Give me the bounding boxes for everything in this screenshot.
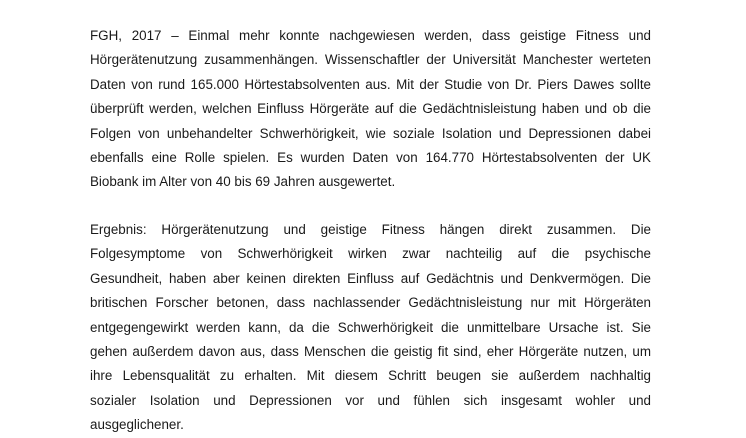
text-line: ihre Lebensqualität zu erhalten. Mit diesem Schritt beugen sie außerdem nachhaltig: [90, 368, 651, 384]
text-line: ausgeglichener.: [90, 417, 184, 433]
text-line: Gesundheit, haben aber keinen direkten Einfluss auf Gedächtnis und Denkvermögen. Die: [90, 270, 651, 286]
text-line: Ergebnis: Hörgerätenutzung und geistige Fitness hängen direkt zusammen. Die: [90, 222, 651, 237]
text-line: Folgesymptome von Schwerhörigkeit wirken zwar nachteilig auf die psychische: [90, 246, 651, 262]
text-line: Daten von rund 165.000 Hörtestabsolventen aus. Mit der Studie von Dr. Piers Dawes sollte: [90, 76, 651, 92]
text-line: überprüft werden, welchen Einfluss Hörgeräte auf die Gedächtnisleistung haben und ob die: [90, 101, 651, 117]
text-line: entgegengewirkt werden kann, da die Schwerhörigkeit die unmittelbare Ursache ist. Sie: [90, 319, 651, 335]
paragraph-results: [90, 218, 651, 438]
text-line: gehen außerdem davon aus, dass Menschen die geistig fit sind, eher Hörgeräte nutzen, um: [90, 344, 651, 360]
text-line: Folgen von unbehandelter Schwerhörigkeit, wie soziale Isolation und Depressionen dabei: [90, 125, 651, 141]
text-line: Hörgerätenutzung zusammenhängen. Wissenschaftler der Universität Manchester werteten: [90, 52, 651, 68]
text-line: sozialer Isolation und Depressionen vor und fühlen sich insgesamt wohler und: [90, 392, 651, 408]
text-line: ebenfalls eine Rolle spielen. Es wurden Daten von 164.770 Hörtestabsolventen der UK: [90, 150, 651, 166]
paragraph-study-intro: [90, 24, 651, 195]
text-line: Biobank im Alter von 40 bis 69 Jahren ausgewertet.: [90, 174, 396, 190]
text-line: britischen Forscher betonen, dass nachlassender Gedächtnisleistung nur mit Hörgeräten: [90, 295, 651, 311]
text-line: FGH, 2017 – Einmal mehr konnte nachgewiesen werden, dass geistige Fitness und: [90, 28, 651, 43]
